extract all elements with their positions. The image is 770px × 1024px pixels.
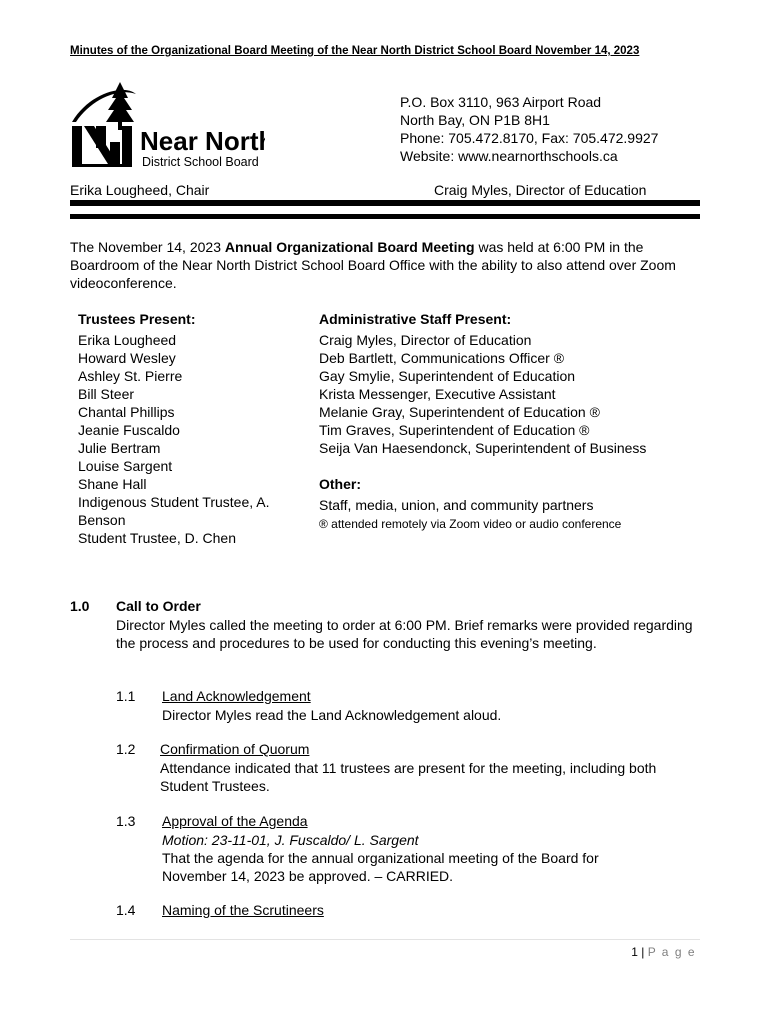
trustees-present xyxy=(78,310,298,547)
subsection-title: Confirmation of Quorum xyxy=(160,741,310,757)
subsection-number: 1.1 xyxy=(116,688,136,704)
list-item: Ashley St. Pierre xyxy=(78,368,183,384)
address-line: North Bay, ON P1B 8H1 xyxy=(400,112,550,128)
page-number: 1 xyxy=(631,945,638,959)
list-item: Bill Steer xyxy=(78,386,135,402)
intro-paragraph: The November 14, 2023 Annual Organizational Board Meeting was held at 6:00 PM in the Boardroom of the Near North District School Board Office with the ability to also attend over Zoom videoconference. xyxy=(70,239,676,291)
director-name: Craig Myles, Director of Education xyxy=(434,182,647,198)
list-item: Louise Sargent xyxy=(78,458,173,474)
chair-name: Erika Lougheed, Chair xyxy=(70,182,210,198)
other-text: Staff, media, union, and community partners xyxy=(319,497,594,513)
list-item: Shane Hall xyxy=(78,476,147,492)
subsection-title: Land Acknowledgement xyxy=(162,688,311,704)
subsection-body: That the agenda for the annual organizational meeting of the Board for November 14, 2023 be approved. – CARRIED. xyxy=(162,850,599,884)
trustees-heading: Trustees Present: xyxy=(78,311,196,327)
header-rule-thin xyxy=(70,214,700,219)
list-item: Howard Wesley xyxy=(78,350,176,366)
section-title: Call to Order xyxy=(116,598,201,614)
document-title: Minutes of the Organizational Board Meeting of the Near North District School Board November 14, 2023 xyxy=(70,45,640,57)
subsection-body: Director Myles read the Land Acknowledgement aloud. xyxy=(162,707,502,723)
section-body: Director Myles called the meeting to order at 6:00 PM. Brief remarks were provided regarding the process and procedures to be used for conducting this evening’s meeting. xyxy=(116,617,693,651)
list-item: Tim Graves, Superintendent of Education ® xyxy=(319,422,590,438)
list-item: Jeanie Fuscaldo xyxy=(78,422,180,438)
list-item: Craig Myles, Director of Education xyxy=(319,332,532,348)
admin-heading: Administrative Staff Present: xyxy=(319,311,512,327)
remote-attendance-note: ® attended remotely via Zoom video or audio conference xyxy=(319,517,622,531)
section-number: 1.0 xyxy=(70,598,90,614)
logo-subname: District School Board xyxy=(142,155,259,169)
list-item: Gay Smylie, Superintendent of Education xyxy=(319,368,576,384)
school-board-logo xyxy=(70,80,265,170)
board-address xyxy=(400,93,658,165)
motion-text: Motion: 23-11-01, J. Fuscaldo/ L. Sargent xyxy=(162,832,419,848)
list-item: Seija Van Haesendonck, Superintendent of Business xyxy=(319,440,647,456)
subsection-number: 1.2 xyxy=(116,741,136,757)
page-label: P a g e xyxy=(647,945,696,959)
subsection-number: 1.3 xyxy=(116,813,136,829)
list-item: Erika Lougheed xyxy=(78,332,177,348)
list-item: Krista Messenger, Executive Assistant xyxy=(319,386,556,402)
list-item: Julie Bertram xyxy=(78,440,161,456)
other-heading: Other: xyxy=(319,476,361,492)
list-item: Melanie Gray, Superintendent of Education ® xyxy=(319,404,600,420)
list-item: Deb Bartlett, Communications Officer ® xyxy=(319,350,565,366)
meeting-type: Annual Organizational Board Meeting xyxy=(224,239,475,255)
footer-rule xyxy=(70,939,700,940)
list-item: Chantal Phillips xyxy=(78,404,175,420)
logo-name: Near North xyxy=(140,126,265,156)
page-footer: 1 | P a g e xyxy=(631,945,696,959)
subsection-number: 1.4 xyxy=(116,902,136,918)
phone-line: Phone: 705.472.8170, Fax: 705.472.9927 xyxy=(400,130,659,146)
list-item: Student Trustee, D. Chen xyxy=(78,530,236,546)
subsection-title: Approval of the Agenda xyxy=(162,813,308,829)
tree-logo-icon xyxy=(70,80,265,170)
website-line: Website: www.nearnorthschools.ca xyxy=(400,148,618,164)
address-line: P.O. Box 3110, 963 Airport Road xyxy=(400,94,602,110)
subsection-body: Attendance indicated that 11 trustees are present for the meeting, including both Student Trustees. xyxy=(160,760,657,794)
admin-staff-present xyxy=(319,310,719,532)
subsection-title: Naming of the Scrutineers xyxy=(162,902,324,918)
header-rule-thick xyxy=(70,200,700,206)
list-item: Indigenous Student Trustee, A. Benson xyxy=(78,494,270,528)
